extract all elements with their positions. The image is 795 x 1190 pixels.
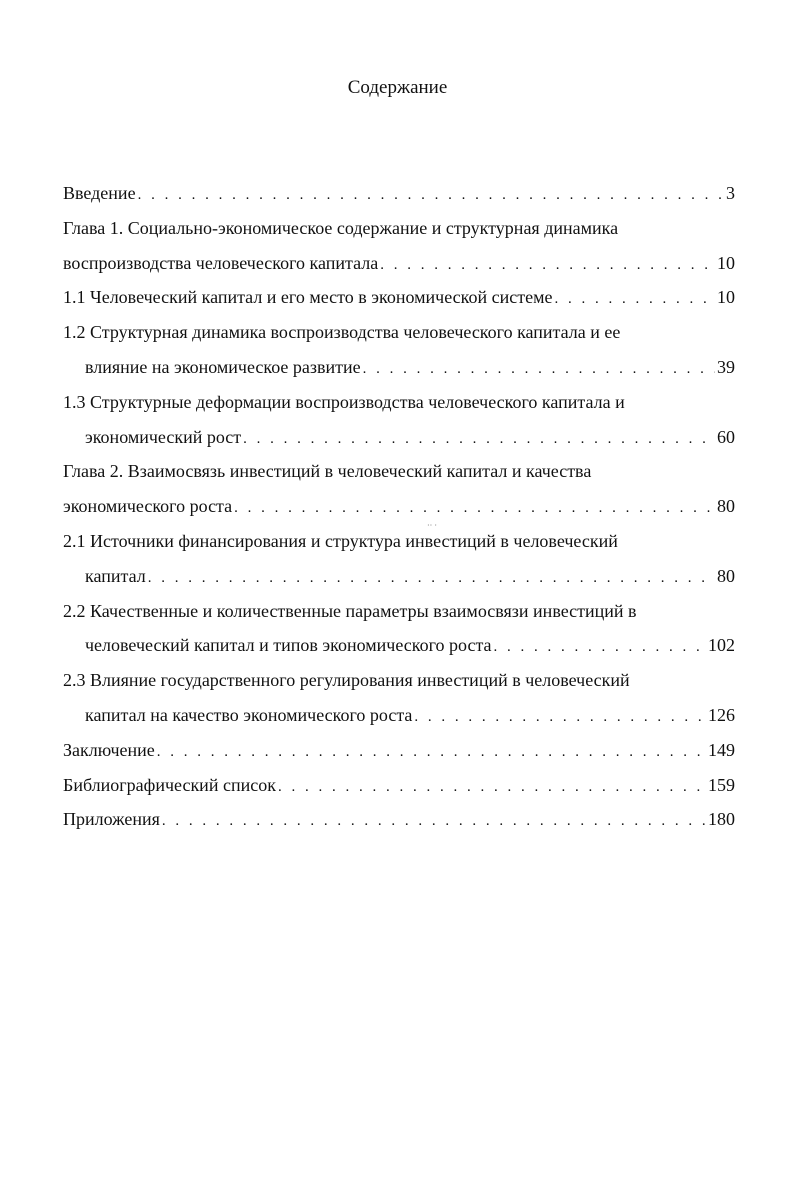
toc-leader-dots bbox=[243, 427, 715, 451]
toc-page-number: 126 bbox=[708, 704, 735, 725]
table-of-contents bbox=[63, 181, 735, 842]
toc-entry-text: 1.1 Человеческий капитал и его место в экономической системе bbox=[63, 287, 553, 308]
toc-page-number: 159 bbox=[708, 774, 735, 795]
toc-line bbox=[63, 285, 735, 320]
toc-leader-dots bbox=[234, 496, 715, 520]
toc-line bbox=[63, 181, 735, 216]
toc-line bbox=[63, 251, 735, 286]
toc-entry-text: 2.2 Качественные и количественные параметры взаимосвязи инвестиций в bbox=[63, 600, 637, 621]
toc-page-number: 3 bbox=[726, 183, 735, 203]
toc-line bbox=[63, 738, 735, 773]
toc-line bbox=[63, 703, 735, 738]
toc-line bbox=[63, 529, 735, 564]
toc-line bbox=[63, 668, 735, 703]
toc-page-number: 10 bbox=[717, 252, 735, 273]
toc-page-number: 80 bbox=[717, 496, 735, 517]
toc-entry-text: Приложения bbox=[63, 809, 160, 830]
toc-entry-text: Библиографический список bbox=[63, 774, 276, 795]
toc-entry-text: капитал bbox=[85, 565, 146, 586]
toc-leader-dots bbox=[157, 740, 706, 764]
toc-entry-text: воспроизводства человеческого капитала bbox=[63, 252, 379, 273]
toc-entry-text: экономический рост bbox=[85, 426, 242, 447]
toc-entry-text: 2.1 Источники финансирования и структура инвестиций в человеческий bbox=[63, 530, 618, 551]
toc-page-number: 149 bbox=[708, 739, 735, 760]
toc-entry-text: экономического роста bbox=[63, 496, 233, 517]
toc-line bbox=[63, 425, 735, 460]
toc-line bbox=[63, 773, 735, 808]
scan-speck: ·· · bbox=[427, 521, 437, 530]
toc-line bbox=[63, 390, 735, 425]
toc-page-number: 60 bbox=[717, 426, 735, 447]
toc-line bbox=[63, 320, 735, 355]
toc-leader-dots bbox=[278, 775, 706, 799]
toc-entry-text: 1.3 Структурные деформации воспроизводства человеческого капитала и bbox=[63, 391, 625, 412]
toc-entry-text: Заключение bbox=[63, 739, 155, 760]
toc-line bbox=[63, 494, 735, 529]
toc-page-number: 39 bbox=[717, 356, 735, 377]
page-title: Содержание bbox=[347, 77, 448, 98]
toc-leader-dots bbox=[162, 809, 706, 833]
toc-entry-text: 2.3 Влияние государственного регулирования инвестиций в человеческий bbox=[63, 670, 630, 691]
toc-line bbox=[63, 459, 735, 494]
toc-page-number: 80 bbox=[717, 565, 735, 586]
toc-entry-text: человеческий капитал и типов экономического роста bbox=[85, 635, 492, 656]
toc-line bbox=[63, 216, 735, 251]
toc-entry-text: влияние на экономическое развитие bbox=[85, 356, 361, 377]
toc-leader-dots bbox=[414, 705, 706, 729]
toc-entry-text: 1.2 Структурная динамика воспроизводства человеческого капитала и ее bbox=[63, 322, 621, 343]
toc-leader-dots bbox=[138, 183, 724, 207]
toc-page-number: 102 bbox=[708, 635, 735, 656]
toc-line bbox=[63, 807, 735, 842]
toc-leader-dots bbox=[380, 253, 715, 277]
toc-page-number: 10 bbox=[717, 287, 735, 308]
toc-leader-dots bbox=[494, 635, 706, 659]
toc-line bbox=[63, 355, 735, 390]
toc-line bbox=[63, 633, 735, 668]
toc-leader-dots bbox=[554, 287, 715, 311]
toc-line bbox=[63, 599, 735, 634]
toc-entry-text: Глава 2. Взаимосвязь инвестиций в человеческий капитал и качества bbox=[63, 461, 592, 482]
toc-page-number: 180 bbox=[708, 809, 735, 830]
toc-entry-text: капитал на качество экономического роста bbox=[85, 704, 413, 725]
toc-line bbox=[63, 564, 735, 599]
toc-leader-dots bbox=[363, 357, 715, 381]
toc-entry-text: Введение bbox=[63, 183, 136, 203]
toc-leader-dots bbox=[148, 566, 715, 590]
toc-entry-text: Глава 1. Социально-экономическое содержание и структурная динамика bbox=[63, 217, 619, 238]
